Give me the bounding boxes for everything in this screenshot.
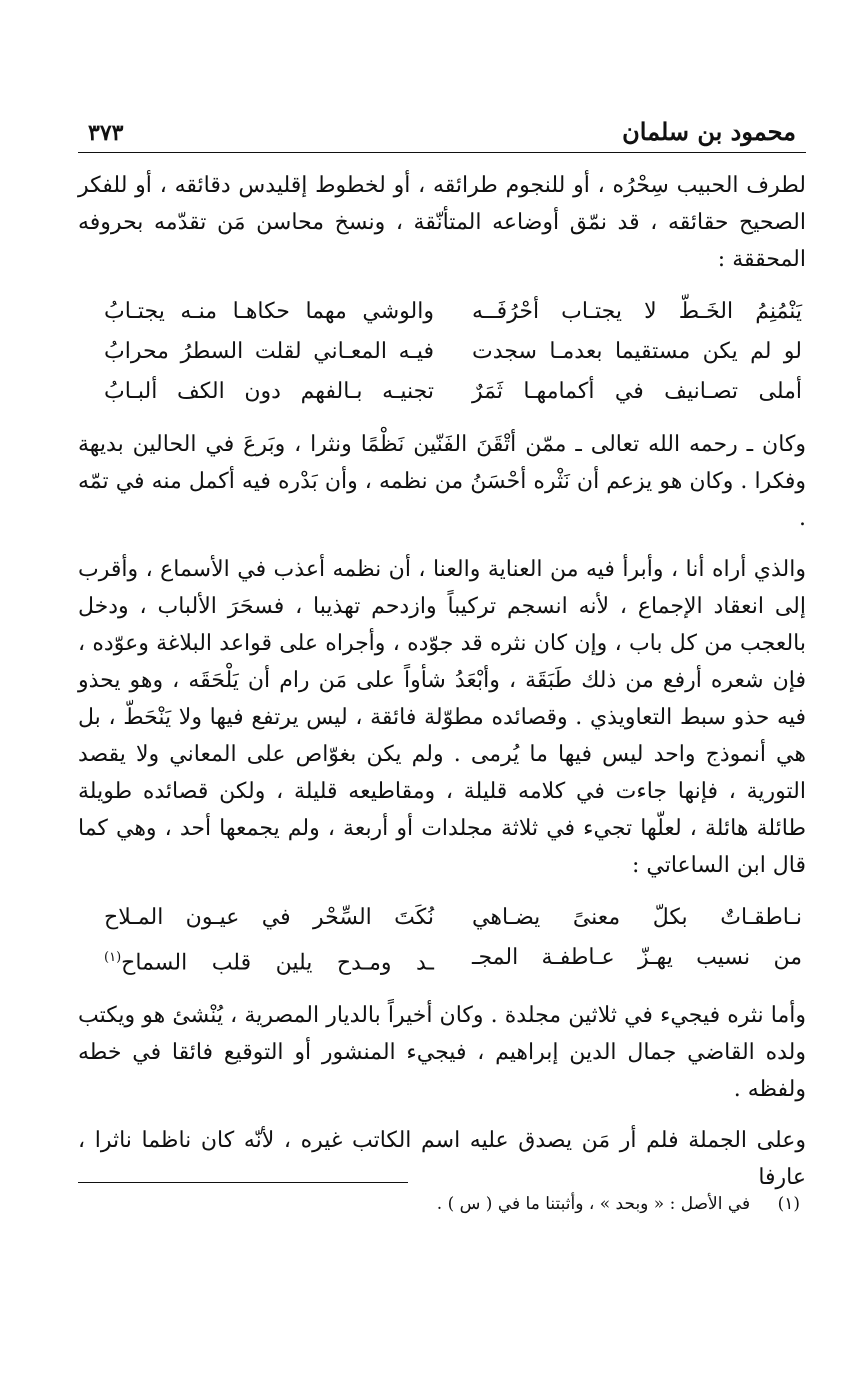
second-hemistich: نُكَتَ السِّحْر في عيـون المـلاح (104, 905, 434, 930)
first-hemistich: لو لم يكن مستقيما بعدمـا سجدت (472, 339, 802, 364)
footnote (437, 1194, 800, 1214)
page-number: ٣٧٣ (88, 120, 124, 146)
first-hemistich: نـاطقـاتٌ بكلّ معنىً يضـاهي (472, 905, 802, 930)
verse (78, 332, 806, 372)
paragraph: والذي أراه أنا ، وأبرأ فيه من العناية والعنا ، أن نظمه أعذب في الأسماع ، وأقرب إلى انعقاد الإجماع ، لأنه انسجم تركيباً وازدحم تهذيبا ، فسحَرَ الألباب ، ودخل بالعجب من كل باب ، وإن كان نثره قد جوّده ، وأجراه على قواعد البلاغة وعوّده ، فإن شعره أرفع من ذلك طَبَقَة ، وأبْعَدُ شأواً على مَن رام أن يَلْحَقَه ، وهو يحذو فيه حذو سبط التعاويذي . وقصائده مطوّلة فائقة ، ليس يرتفع فيها ولا يَنْحَطّ ، بل هي أنموذج واحد ليس فيها ما يُرمى . ولم يكن بغوّاص على المعاني ولا يقصد التورية ، فإنها جاءت في كلامه قليلة ، ومقاطيعه قليلة ، ولكن قصائده طويلة طائلة هائلة ، لعلّها تجيء في ثلاثة مجلدات أو أربعة ، ولم يجمعها أحد ، وهي كما قال ابن الساعاتي : (78, 557, 806, 878)
verse (78, 372, 806, 412)
first-hemistich: أملى تصـانيف في أكمامهـا ثَمَرٌ (472, 379, 802, 404)
second-hemistich: والوشي مهما حكاهـا منـه يجتـابُ (104, 299, 434, 324)
first-hemistich: يَنْمُنِمُ الخَـطّ لا يجتـاب أحْرُفَــه (472, 299, 802, 324)
verse (78, 292, 806, 332)
hemistich-text: ـد ومـدح يلين قلب السماح (121, 950, 434, 976)
running-title: محمود بن سلمان (622, 117, 796, 146)
second-hemistich: فيـه المعـاني لقلت السطرُ محرابُ (104, 339, 434, 364)
poem-1 (78, 292, 806, 412)
first-hemistich: من نسيب يهـزّ عـاطفـة المجـ (472, 945, 802, 970)
poem-2 (78, 898, 806, 983)
paragraph: وعلى الجملة فلم أر مَن يصدق عليه اسم الكاتب غيره ، لأنّه كان ناظما ناثرا ، عارفا (78, 1128, 806, 1191)
verse (78, 898, 806, 938)
footnote-reference: (١) (104, 950, 122, 965)
verse (78, 938, 806, 983)
second-hemistich: تجنيـه بـالفهم دون الكف ألبـابُ (104, 379, 434, 404)
footnote-number: (١) (777, 1194, 800, 1214)
page-header (78, 110, 806, 153)
second-hemistich (104, 938, 434, 983)
paragraph: لطرف الحبيب سِحْرُه ، أو للنجوم طرائقه ، أو لخطوط إقليدس دقائقه ، أو للفكر الصحيح حقائقه ، قد نمّق أوضاعه المتأنّقة ، ونسخ محاسن مَن تقدّمه بحروفه المحققة : (78, 173, 806, 272)
paragraph: وأما نثره فيجيء في ثلاثين مجلدة . وكان أخيراً بالديار المصرية ، يُنْشئ هو ويكتب ولده القاضي جمال الدين إبراهيم ، فيجيء المنشور أو التوقيع فائقا في خطه ولفظه . (78, 1003, 806, 1103)
footnote-divider (78, 1182, 408, 1183)
book-page (78, 110, 806, 1214)
paragraph: وكان ـ رحمه الله تعالى ـ ممّن أتْقَنَ الفَنّين نَظْمًا ونثرا ، وبَرعَ في الحالين بديهة وفكرا . وكان هو يزعم أن نَثْره أحْسَنُ من نظمه ، وأن بَدْره فيه أكمل منه في تمّه . (78, 432, 806, 531)
footnote-text: في الأصل : « وبحد » ، وأثبتنا ما في ( س ) . (436, 1194, 751, 1214)
